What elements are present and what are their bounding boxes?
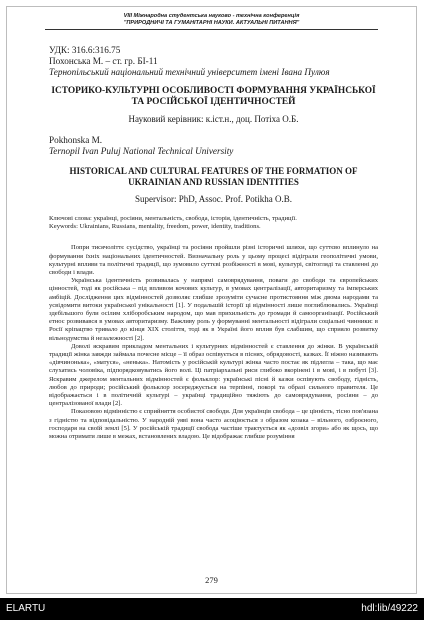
supervisor-en: Supervisor: PhD, Assoc. Prof. Potikha O.B.: [134, 193, 292, 204]
paragraph-4: Показовою відмінністю є сприйняття особистої свободи. Для українців свобода – це цінність, тісно пов'язана з гідністю та відповідальністю. У народній уяві вона часто асоціюється з образом козака – вільного, озброєного, господаря на своїй землі [5]. У російській традиції свобода частіше трактується як «дозвіл згори» або як щось, що можна отримати лише в межах, встановлених владою. Це відображає глибше розуміння: [49, 408, 378, 441]
keywords-ua: Ключові слова: українці, росіяни, ментальність, свобода, історія, ідентичність, традиції.: [49, 214, 297, 222]
body-text: [49, 244, 378, 441]
paragraph-3: Доволі яскравим прикладом ментальних і культурних відмінностей є ставлення до жінки. В українській традиції жінка завжди займала почесне місце – її образ оспівується в піснях, обрядовості, казках. Її ніжно називають «дівчинонька», «матуся», «ненька». Натомість у російській культурі жінка часто постає як підлегла – така, що має слухатись чоловіка, підпорядковуватись його волі. Ці патріархальні риси глибоко вкорінені і в мові, і в побуті [3]. Яскравим джерелом ментальних відмінностей є фольклор: українські пісні й казки оспівують свободу, гідність, любов до природи; російський фольклор зосереджується на терпінні, покорі та образі сильного правителя. Це відображається і в політичній культурі – українці традиційно тяжіють до самоврядування, росіяни – до централізованої влади [2].: [49, 342, 378, 408]
page-number: 279: [205, 575, 218, 585]
repository-name: ELARTU: [6, 603, 46, 614]
paper-content: [49, 45, 378, 441]
author-en: Pokhonska M.: [49, 135, 103, 146]
handle-link[interactable]: hdl:lib/49222: [361, 603, 418, 614]
title-ua: ІСТОРИКО-КУЛЬТУРНІ ОСОБЛИВОСТІ ФОРМУВАННЯ УКРАЇНСЬКОЇ ТА РОСІЙСЬКОЇ ІДЕНТИЧНОСТЕЙ: [51, 86, 376, 108]
keywords-en: Keywords: Ukrainians, Russians, mentality, freedom, power, identity, traditions.: [49, 223, 261, 231]
conference-header-line2: "ПРИРОДНИЧІ ТА ГУМАНІТАРНІ НАУКИ. АКТУАЛЬНІ ПИТАННЯ": [123, 19, 300, 26]
udc-code: УДК: 316.6:316.75: [49, 45, 121, 55]
affiliation-en: Ternopil Ivan Puluj National Technical University: [49, 146, 234, 157]
repository-footer: [0, 598, 424, 620]
conference-header: [7, 13, 416, 26]
paragraph-2: Українська ідентичність розвивалась у напрямі самоврядування, поваги до свободи та європейських цінностей, тоді як російська – під впливом кочових культур, в умовах централізації, авторитаризму та імперських амбіцій. Дослідження цих відмінностей дозволяє глибше зрозуміти сучасне протистояння між двома народами та усвідомити витоки української унікальності [1]. У подальшій історії ці відмінності лише поглиблювались. Українці здебільшого були осілим хліборобським народом, що мав прихильність до громади й самоорганізації. Російський етнос розвивався в умовах авторитаризму. Важливу роль у формуванні ментальності відіграли соціальні чинники: в Росії кріпацтво тривало до кінця ХІХ століття, тоді як в Україні його вплив був слабшим, що сприяло розвитку вільнодумства й незалежності [2].: [49, 277, 378, 342]
affiliation-ua: Тернопільський національний технічний університет імені Івана Пулюя: [49, 66, 330, 77]
paragraph-1: Попри тисячоліттє сусідство, українці та росіяни пройшли різні історичні шляхи, що суттєво вплинуло на формування їхніх національних ідентичностей. Визначальну роль у цьому процесі відіграли геополітичні умови, культурні впливи та політичні традиції, що зумовило суттєві розбіжності в мові, культурі, світогляді та ставленні до свободи і влади.: [49, 244, 378, 276]
paper-page: [6, 6, 417, 594]
conference-header-line1: VIII Міжнародна студентська науково - технічна конференція: [123, 13, 300, 19]
title-en: HISTORICAL AND CULTURAL FEATURES OF THE FORMATION OF UKRAINIAN AND RUSSIAN IDENTITIES: [69, 165, 358, 187]
author-ua: Похонська М. – ст. гр. БІ-11: [49, 55, 158, 66]
keywords-block: [49, 215, 378, 231]
supervisor-ua: Науковий керівник: к.іст.н., доц. Потіха О.Б.: [128, 114, 299, 125]
header-divider: [45, 29, 378, 30]
